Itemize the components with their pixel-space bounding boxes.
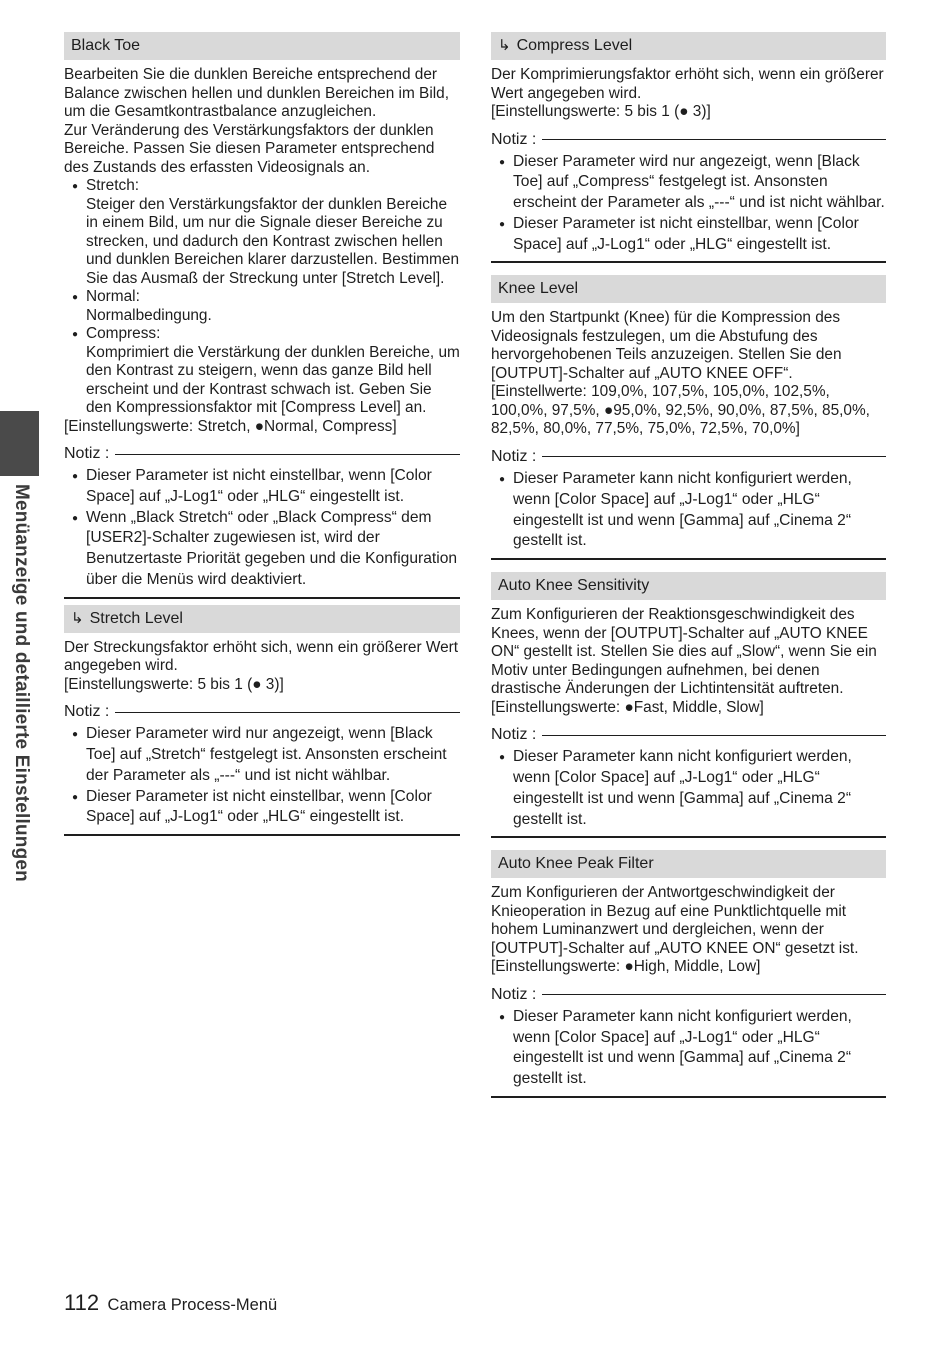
paragraph: Bearbeiten Sie die dunklen Bereiche entsprechend der Balance zwischen hellen und dunklen Bereichen im Bild, um die Gesamtkontrastbalance anzugleichen. — [64, 66, 449, 120]
section-body — [491, 66, 886, 122]
option-desc: Steiger den Verstärkungsfaktor der dunklen Bereiche in einem Bild, um nur die Signale dieser Bereiche zu strecken, und dadurch den Kontrast zwischen hellen und dunklen Bereichen klarer darzustellen. Bestimmen Sie das Ausmaß der Streckung unter [Stretch Level]. — [86, 195, 459, 287]
heading-text: Stretch Level — [89, 609, 183, 627]
note-list — [64, 724, 460, 828]
heading-text: Black Toe — [71, 37, 141, 54]
section-end-rule — [491, 836, 886, 838]
section-body — [491, 884, 886, 977]
settings-values: [Einstellwerte: 109,0%, 107,5%, 105,0%, 102,5%, 100,0%, 97,5%, ●95,0%, 92,5%, 90,0%, 87,5%, 85,0%, 82,5%, 80,0%, 77,5%, 75,0%, 72,5%, 70,0%] — [491, 383, 870, 438]
settings-values: [Einstellungswerte: 5 bis 1 (● 3)] — [491, 103, 711, 120]
option-desc: Normalbedingung. — [86, 306, 212, 324]
left-column — [64, 32, 460, 836]
notiz-label: Notiz : — [491, 447, 537, 465]
notiz-header — [491, 447, 886, 467]
note-item: ● Dieser Parameter wird nur angezeigt, wenn [Black Toe] auf „Compress“ festgelegt ist. Ansonsten erscheint der Parameter als „---“ und ist nicht wählbar. — [499, 152, 886, 214]
section-stretch-level — [64, 605, 460, 836]
paragraph: Der Streckungsfaktor erhöht sich, wenn ein größerer Wert angegeben wird. — [64, 638, 459, 675]
section-body — [491, 309, 886, 439]
section-knee-level — [491, 275, 886, 560]
notiz-header — [491, 130, 886, 150]
notiz-header — [491, 725, 886, 745]
option-desc: Komprimiert die Verstärkung der dunklen Bereiche, um den Kontrast zu steigern, wenn das ganze Bild hell erscheint und der Kontrast schwach ist. Geben Sie den Kompressionsfaktor mit [Compress Level] an. — [86, 343, 460, 416]
section-black-toe — [64, 32, 460, 599]
option-item — [72, 177, 460, 288]
section-end-rule — [64, 834, 460, 836]
section-auto-knee-sensitivity — [491, 572, 886, 838]
chapter-tab-marker — [0, 411, 39, 476]
section-auto-knee-peak-filter — [491, 850, 886, 1098]
settings-values: [Einstellungswerte: ●Fast, Middle, Slow] — [491, 698, 764, 716]
footer-title: Camera Process-Menü — [107, 1296, 278, 1314]
heading-text: Auto Knee Peak Filter — [498, 855, 654, 873]
heading-text: Auto Knee Sensitivity — [498, 577, 650, 595]
submenu-arrow-icon: ↳ — [498, 37, 511, 54]
section-heading — [491, 850, 886, 878]
section-end-rule — [64, 597, 460, 599]
section-body — [64, 66, 460, 436]
note-item: ● Dieser Parameter wird nur angezeigt, wenn [Black Toe] auf „Stretch“ festgelegt ist. Ansonsten erscheint der Parameter als „---“ und ist nicht wählbar. — [72, 724, 460, 786]
page-footer — [64, 1290, 277, 1316]
note-list — [64, 466, 460, 591]
paragraph: Um den Startpunkt (Knee) für die Kompression des Videosignals festzulegen, um die Abstufung des hervorgehobenen Teils anzuzeigen. Stellen Sie den [OUTPUT]-Schalter auf „AUTO KNEE OFF“. — [491, 309, 842, 382]
section-heading — [64, 605, 460, 633]
notiz-rule — [542, 735, 886, 736]
notiz-header — [64, 702, 460, 722]
notiz-label: Notiz : — [491, 985, 537, 1003]
submenu-arrow-icon: ↳ — [71, 609, 84, 627]
notiz-header — [64, 444, 460, 464]
page-number: 112 — [64, 1290, 100, 1315]
option-item — [72, 288, 460, 325]
heading-text: Knee Level — [498, 280, 579, 298]
note-list — [491, 747, 886, 830]
section-end-rule — [491, 261, 886, 263]
option-item — [72, 325, 460, 418]
section-body — [64, 639, 460, 695]
section-heading — [491, 275, 886, 303]
section-heading — [491, 32, 886, 60]
section-heading — [491, 572, 886, 600]
section-end-rule — [491, 558, 886, 560]
notiz-rule — [542, 456, 886, 457]
notiz-header — [491, 985, 886, 1005]
settings-values: [Einstellungswerte: Stretch, ●Normal, Compress] — [64, 417, 397, 435]
note-item: ● Dieser Parameter ist nicht einstellbar, wenn [Color Space] auf „J-Log1“ oder „HLG“ eingestellt ist. — [72, 466, 460, 508]
section-heading — [64, 32, 460, 60]
notiz-rule — [542, 139, 886, 140]
note-item: ● Wenn „Black Stretch“ oder „Black Compress“ dem [USER2]-Schalter zugewiesen ist, wird der Benutzertaste Priorität gegeben und die Konfiguration über die Menüs wird deaktiviert. — [72, 508, 460, 591]
paragraph: Der Komprimierungsfaktor erhöht sich, wenn ein größerer Wert angegeben wird. — [491, 66, 884, 102]
note-item: ● Dieser Parameter ist nicht einstellbar, wenn [Color Space] auf „J-Log1“ oder „HLG“ eingestellt ist. — [72, 787, 460, 829]
note-item: ● Dieser Parameter kann nicht konfiguriert werden, wenn [Color Space] auf „J-Log1“ oder „HLG“ eingestellt ist und wenn [Gamma] auf „Cinema 2“ gestellt ist. — [499, 1007, 886, 1090]
notiz-label: Notiz : — [64, 703, 110, 721]
section-end-rule — [491, 1096, 886, 1098]
notiz-label: Notiz : — [491, 130, 537, 148]
option-title: ● Compress: — [86, 325, 161, 342]
note-list — [491, 152, 886, 256]
note-list — [491, 469, 886, 552]
paragraph: Zum Konfigurieren der Antwortgeschwindigkeit der Knieoperation in Bezug auf eine Punktlichtquelle mit hohem Luminanzwert und dergleichen, wenn der [OUTPUT]-Schalter auf „AUTO KNEE ON“ gesetzt ist. — [491, 884, 859, 957]
settings-values: [Einstellungswerte: 5 bis 1 (● 3)] — [64, 675, 284, 693]
section-compress-level — [491, 32, 886, 263]
right-column — [491, 32, 886, 1098]
paragraph: Zur Veränderung des Verstärkungsfaktors der dunklen Bereiche. Passen Sie diesen Parameter entsprechend des Zustands des erfassten Videosignals an. — [64, 121, 435, 176]
notiz-rule — [115, 712, 460, 713]
option-title: ● Normal: — [86, 288, 140, 305]
notiz-label: Notiz : — [491, 726, 537, 744]
note-item: ● Dieser Parameter ist nicht einstellbar, wenn [Color Space] auf „J-Log1“ oder „HLG“ eingestellt ist. — [499, 214, 886, 256]
heading-text: Compress Level — [516, 37, 633, 54]
note-list — [491, 1007, 886, 1090]
notiz-rule — [115, 454, 460, 455]
paragraph: Zum Konfigurieren der Reaktionsgeschwindigkeit des Knees, wenn der [OUTPUT]-Schalter auf „AUTO KNEE ON“ gestellt ist. Stellen Sie dies auf „Slow“, wenn Sie ein Motiv unter Bedingungen aufnehmen, bei denen drastische Änderungen der Lichtintensität auftreten. — [491, 606, 877, 698]
notiz-rule — [542, 994, 886, 995]
notiz-label: Notiz : — [64, 445, 110, 462]
note-item: ● Dieser Parameter kann nicht konfiguriert werden, wenn [Color Space] auf „J-Log1“ oder „HLG“ eingestellt ist und wenn [Gamma] auf „Cinema 2“ gestellt ist. — [499, 747, 886, 830]
chapter-side-label: Menüanzeige und detaillierte Einstellungen — [11, 484, 32, 882]
option-title: ● Stretch: — [86, 177, 140, 194]
settings-values: [Einstellungswerte: ●High, Middle, Low] — [491, 958, 761, 976]
note-item: ● Dieser Parameter kann nicht konfiguriert werden, wenn [Color Space] auf „J-Log1“ oder „HLG“ eingestellt ist und wenn [Gamma] auf „Cinema 2“ gestellt ist. — [499, 469, 886, 552]
option-list — [64, 177, 460, 418]
section-body — [491, 606, 886, 717]
